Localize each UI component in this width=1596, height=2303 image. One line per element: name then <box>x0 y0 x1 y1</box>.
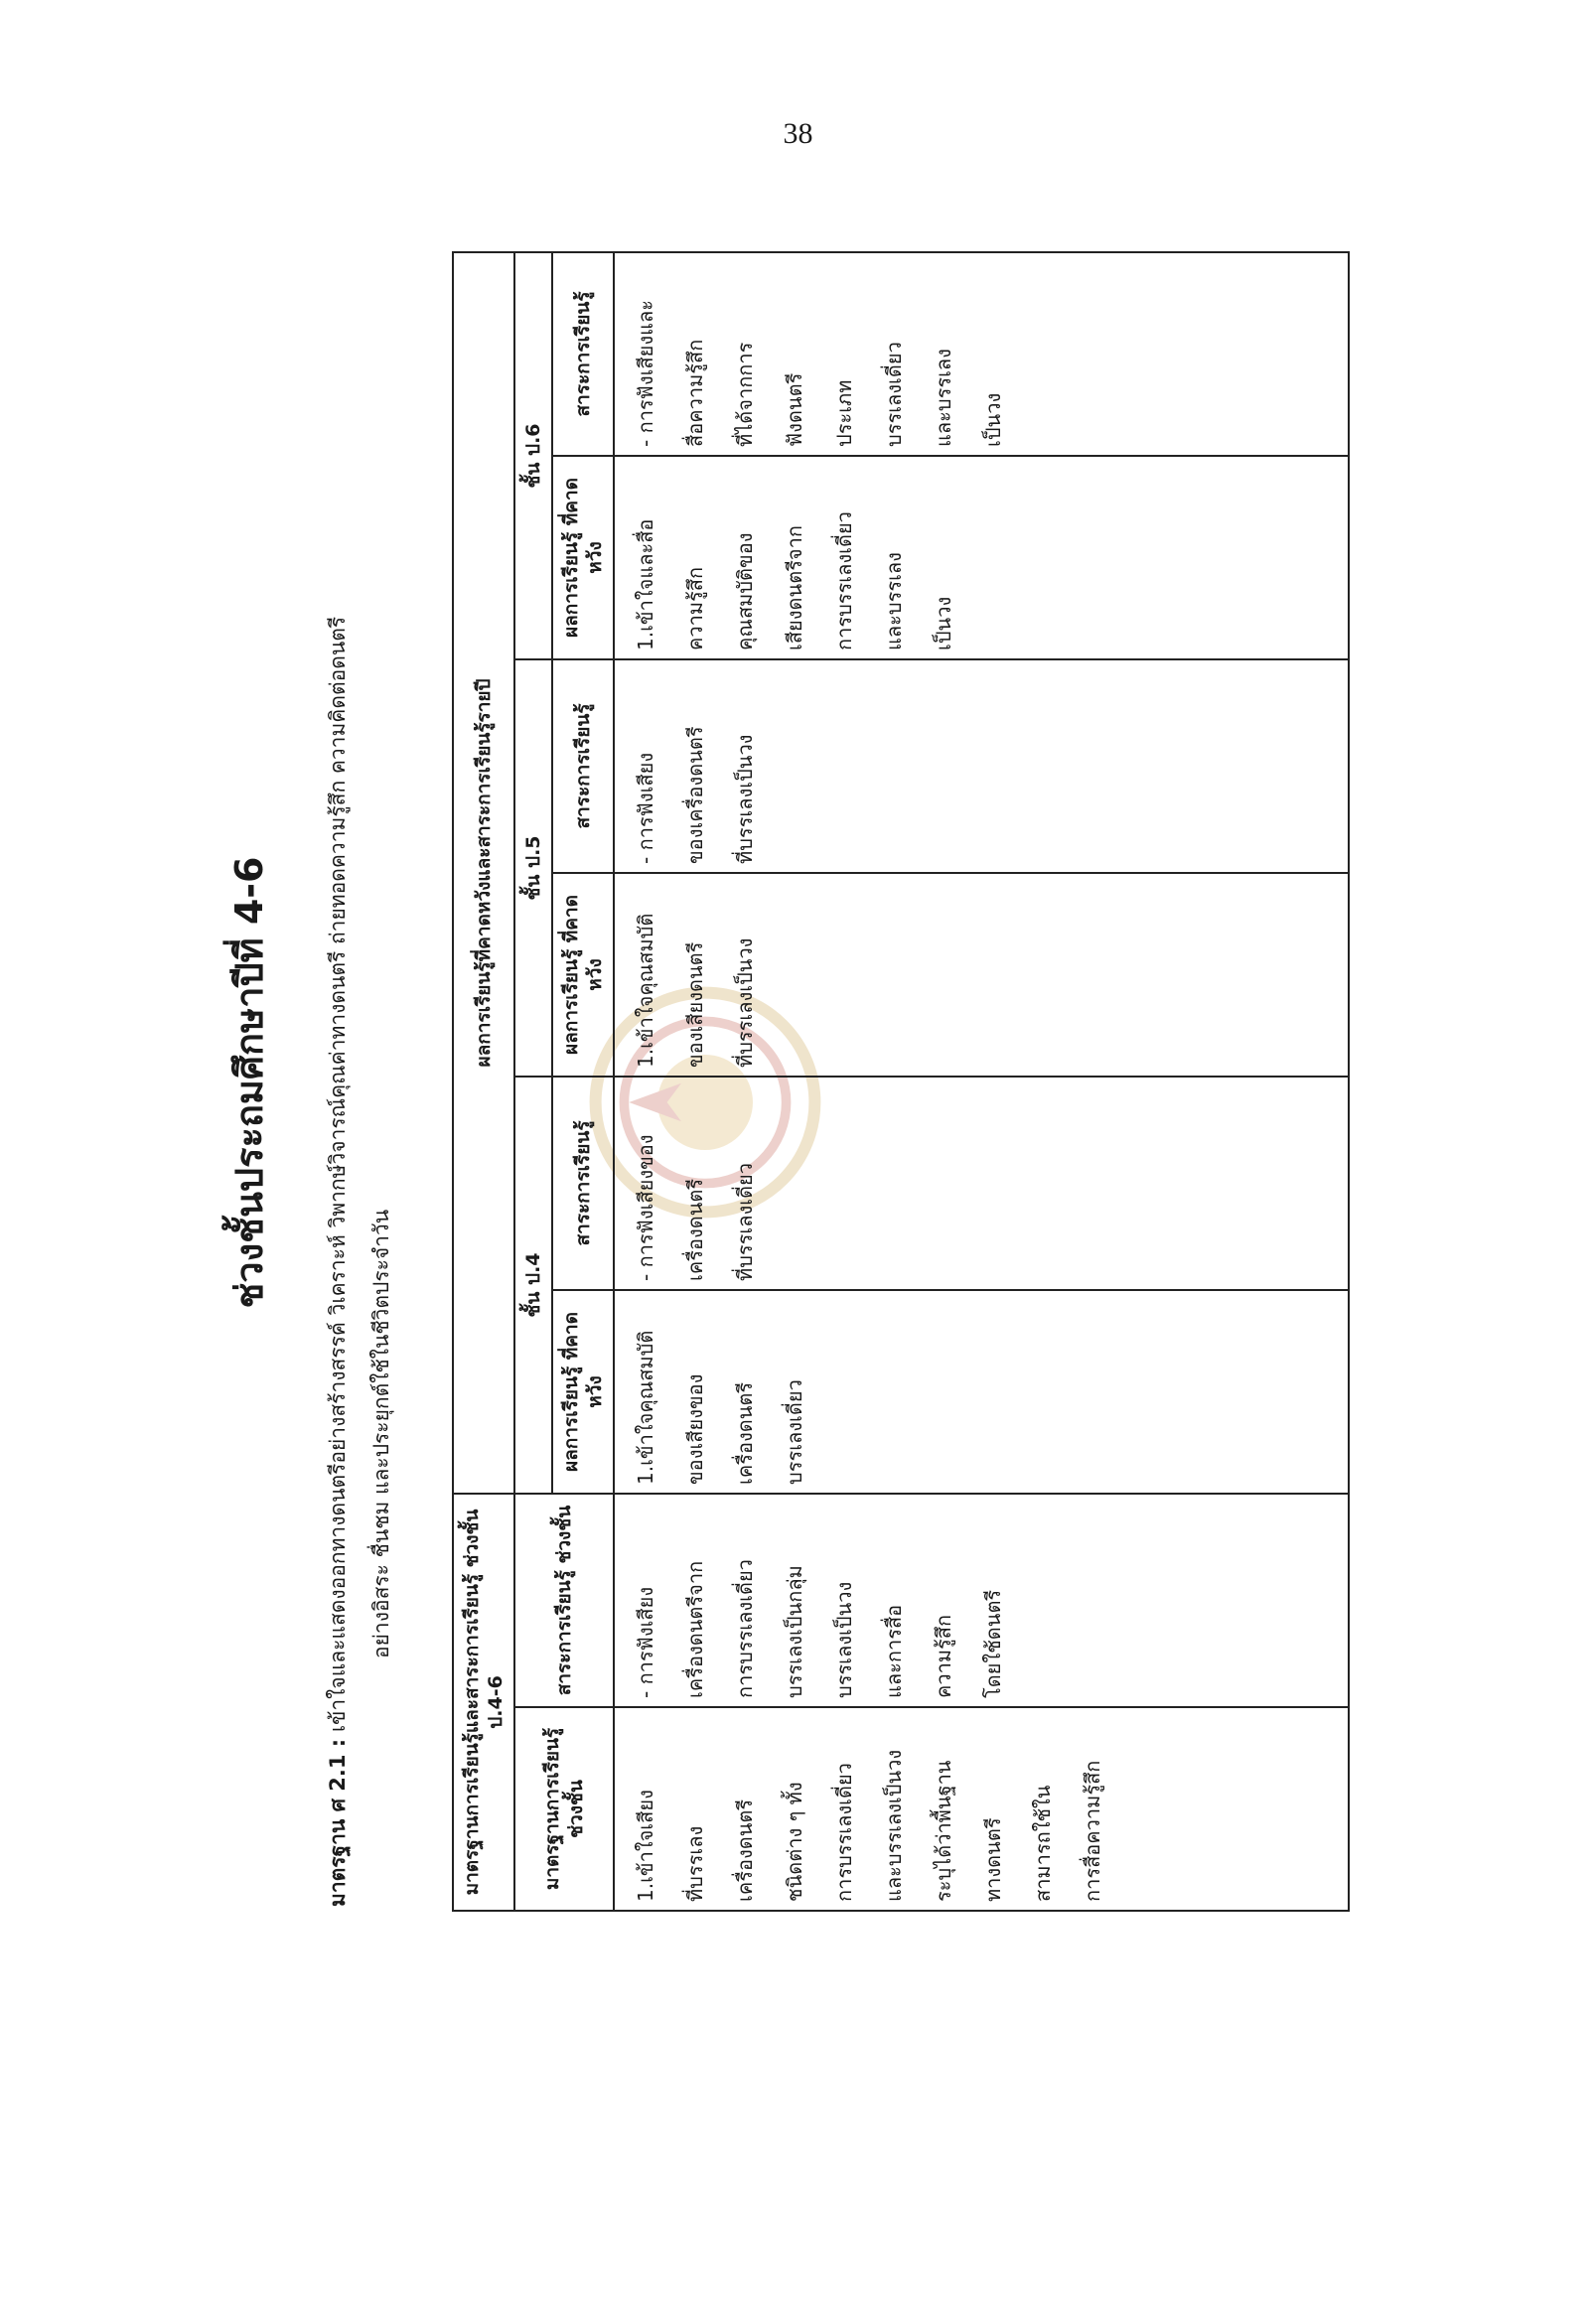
cell-line: เครื่องดนตรีจาก <box>683 1560 707 1698</box>
grade-header-p5: ชั้น ป.5 <box>514 659 552 1077</box>
cell-line: - การฟังเสียง <box>634 1586 657 1698</box>
curriculum-table <box>452 251 1350 1912</box>
cell-line: ที่บรรเลงเป็นวง <box>733 734 757 864</box>
grade-header-p4: ชั้น ป.4 <box>514 1077 552 1494</box>
cell-line: 1.เข้าใจเสียง <box>634 1790 657 1902</box>
cell-line: และบรรเลง <box>932 349 955 447</box>
cell-line: การบรรเลงเดี่ยว <box>832 1763 856 1902</box>
page-number: 38 <box>783 117 813 150</box>
cell-line: - การฟังเสียงและ <box>634 299 657 447</box>
cell-line: - การฟังเสียงของ <box>634 1134 657 1281</box>
cell-line: บรรเลงเดี่ยว <box>882 342 906 447</box>
col-header-p6-expected: ผลการเรียนรู้ ที่คาดหวัง <box>552 456 614 659</box>
cell-line: ที่บรรเลงเดี่ยว <box>733 1162 757 1281</box>
cell-line: ระบุได้ว่าพื้นฐาน <box>932 1760 955 1902</box>
cell-line: ของเสียงของ <box>683 1373 707 1485</box>
grade-header-p6: ชั้น ป.6 <box>514 252 552 659</box>
col-header-p5-content: สาระการเรียนรู้ <box>552 659 614 873</box>
cell-line: ทางดนตรี <box>981 1817 1005 1902</box>
col-header-p6-content: สาระการเรียนรู้ <box>552 252 614 456</box>
cell-line: บรรเลงเป็นกลุ่ม <box>783 1565 806 1698</box>
cell-line: เครื่องดนตรี <box>733 1381 757 1485</box>
cell-line: และบรรเลง <box>882 552 906 650</box>
cell-line: การบรรเลงเดี่ยว <box>733 1559 757 1698</box>
col-header-p5-expected: ผลการเรียนรู้ ที่คาดหวัง <box>552 873 614 1077</box>
cell-p5-expected <box>614 873 1349 1077</box>
cell-line: ฟังดนตรี <box>783 372 806 447</box>
cell-line: 1.เข้าใจคุณสมบัติ <box>634 913 657 1068</box>
cell-line: ที่ได้จากการ <box>733 342 757 447</box>
cell-line: เครื่องดนตรี <box>733 1799 757 1902</box>
cell-line: - การฟังเสียง <box>634 752 657 864</box>
cell-line: โดยใช้ดนตรี <box>981 1589 1005 1698</box>
cell-line: บรรเลงเดี่ยว <box>783 1379 806 1485</box>
cell-line: ที่บรรเลง <box>683 1825 707 1902</box>
cell-line: 1.เข้าใจและสื่อ <box>634 518 657 650</box>
cell-line: ของเสียงดนตรี <box>683 941 707 1068</box>
rotated-sheet <box>179 238 1271 1927</box>
cell-p6-expected <box>614 456 1349 659</box>
group-header-expected: ผลการเรียนรู้ที่คาดหวังและสาระการเรียนรู้รายปี <box>453 252 514 1494</box>
cell-line: ชนิดต่าง ๆ ทั้ง <box>783 1782 806 1902</box>
cell-line: คุณสมบัติของ <box>733 532 757 650</box>
col-header-standard: มาตรฐานการเรียนรู้ ช่วงชั้น <box>514 1707 614 1911</box>
cell-line: ของเครื่องดนตรี <box>683 726 707 864</box>
cell-standard <box>614 1707 1349 1911</box>
standard-text-line2: อย่างอิสระ ชื่นชม และประยุกต์ใช้ในชีวิตประจำวัน <box>369 1209 393 1658</box>
cell-line: ความรู้สึก <box>932 1614 955 1698</box>
cell-line: เสียงดนตรีจาก <box>783 525 806 650</box>
col-header-content-range: สาระการเรียนรู้ ช่วงชั้น <box>514 1494 614 1707</box>
cell-p4-content <box>614 1077 1349 1290</box>
cell-line: เป็นวง <box>981 392 1005 447</box>
col-header-p4-content: สาระการเรียนรู้ <box>552 1077 614 1290</box>
cell-p6-content <box>614 252 1349 456</box>
cell-line: บรรเลงเป็นวง <box>832 1581 856 1698</box>
cell-line: และบรรเลงเป็นวง <box>882 1749 906 1902</box>
cell-p5-content <box>614 659 1349 873</box>
col-header-p4-expected: ผลการเรียนรู้ ที่คาดหวัง <box>552 1290 614 1494</box>
cell-line: การสื่อความรู้สึก <box>1081 1760 1104 1902</box>
cell-line: ประเภท <box>832 379 856 447</box>
cell-line: สามารถใช้ใน <box>1031 1785 1055 1902</box>
page-title: ช่วงชั้นประถมศึกษาปีที่ 4-6 <box>227 856 271 1309</box>
standard-statement <box>316 258 403 1907</box>
cell-line: เป็นวง <box>932 596 955 650</box>
cell-line: การบรรเลงเดี่ยว <box>832 511 856 650</box>
cell-content-range <box>614 1494 1349 1707</box>
standard-code: มาตรฐาน ศ 2.1 : <box>326 1738 350 1907</box>
group-header-standard: มาตรฐานการเรียนรู้และสาระการเรียนรู้ ช่วงชั้น ป.4-6 <box>453 1494 514 1911</box>
cell-line: 1.เข้าใจคุณสมบัติ <box>634 1330 657 1485</box>
cell-p4-expected <box>614 1290 1349 1494</box>
cell-line: เครื่องดนตรี <box>683 1178 707 1281</box>
cell-line: และการสื่อ <box>882 1604 906 1698</box>
table-row <box>614 252 1349 1911</box>
cell-line: ที่บรรเลงเป็นวง <box>733 937 757 1068</box>
cell-line: สื่อความรู้สึก <box>683 339 707 447</box>
standard-text-line1: เข้าใจและแสดงออกทางดนตรีอย่างสร้างสรรค์ วิเคราะห์ วิพากษ์วิจารณ์คุณค่าทางดนตรี ถ่ายทอดความรู้สึก ความคิดต่อดนตรี <box>326 616 350 1733</box>
cell-line: ความรู้สึก <box>683 566 707 650</box>
